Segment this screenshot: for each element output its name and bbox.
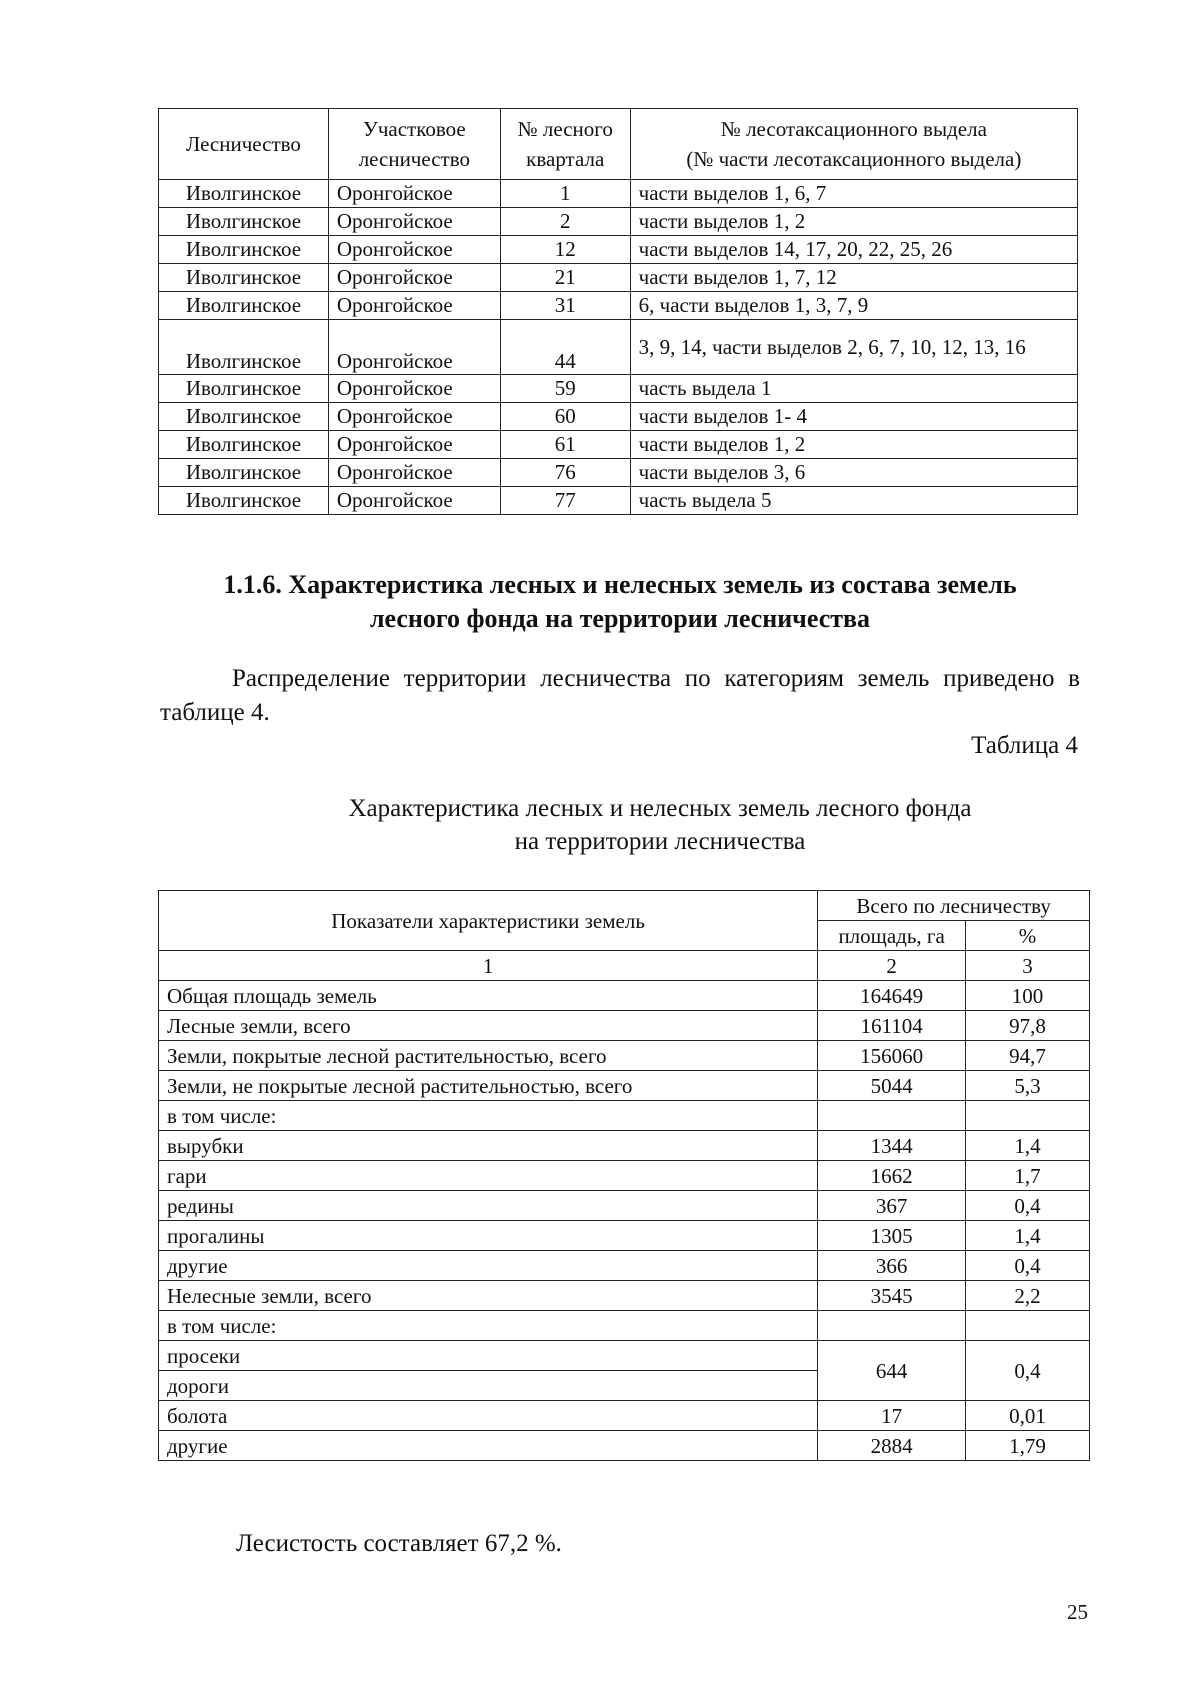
cell-percent: 94,7 [966,1041,1090,1071]
cell-label: Земли, покрытые лесной растительностью, всего [159,1041,818,1071]
cell-forestry: Иволгинское [159,208,329,236]
quarters-table [158,108,1078,515]
cell-plots: части выделов 1- 4 [630,403,1077,431]
cell-district: Оронгойское [328,431,500,459]
cell-plots: 6, части выделов 1, 3, 7, 9 [630,292,1077,320]
cell-area: 1662 [818,1161,966,1191]
cell-label: Лесные земли, всего [159,1011,818,1041]
header-percent: % [966,921,1090,951]
cell-label: Общая площадь земель [159,981,818,1011]
cell-plots: части выделов 14, 17, 20, 22, 25, 26 [630,236,1077,264]
cell-district: Оронгойское [328,264,500,292]
cell-plots: часть выдела 5 [630,487,1077,515]
page-number: 25 [1067,1600,1088,1624]
intro-paragraph: Распределение территории лесничества по категориям земель приведено в таблице 4. [160,665,1080,726]
cell-forestry: Иволгинское [159,320,329,375]
cell-label: Земли, не покрытые лесной растительностью, всего [159,1071,818,1101]
table-row [159,1431,1090,1461]
cell-quarter: 76 [500,459,630,487]
cell-area: 5044 [818,1071,966,1101]
cell-plots: 3, 9, 14, части выделов 2, 6, 7, 10, 12, 13, 16 [630,320,1077,375]
table-row [159,1071,1090,1101]
cell-plots: части выделов 1, 2 [630,208,1077,236]
cell-quarter: 59 [500,375,630,403]
cell-district: Оронгойское [328,208,500,236]
cell-label: гари [159,1161,818,1191]
cell-area: 1305 [818,1221,966,1251]
cell-label: болота [159,1401,818,1431]
cell-plots: части выделов 1, 2 [630,431,1077,459]
cell-percent: 1,4 [966,1131,1090,1161]
table-row [159,487,1078,515]
cell-area: 17 [818,1401,966,1431]
caption-line-1: Характеристика лесных и нелесных земель лесного фонда [348,795,972,822]
cell-quarter: 31 [500,292,630,320]
cell-percent: 0,4 [966,1341,1090,1401]
header-quarter: № лесного квартала [500,109,630,180]
table-row [159,1161,1090,1191]
header-district: Участковое лесничество [328,109,500,180]
cell-area: 164649 [818,981,966,1011]
header-total: Всего по лесничеству [818,891,1090,921]
cell-quarter: 2 [500,208,630,236]
cell-label: дороги [159,1371,818,1401]
table-row [159,320,1078,375]
cell-area: 367 [818,1191,966,1221]
cell-percent [966,1311,1090,1341]
table-row [159,180,1078,208]
cell-label: в том числе: [159,1311,818,1341]
table-header-row [159,109,1078,180]
cell-area: 156060 [818,1041,966,1071]
cell-percent: 5,3 [966,1071,1090,1101]
cell-forestry: Иволгинское [159,264,329,292]
land-characteristics-table [158,890,1090,1461]
table-row [159,236,1078,264]
cell-quarter: 77 [500,487,630,515]
table-row [159,1011,1090,1041]
colnum-2: 2 [818,951,966,981]
cell-area: 644 [818,1341,966,1401]
cell-label: вырубки [159,1131,818,1161]
cell-area: 161104 [818,1011,966,1041]
table-row [159,981,1090,1011]
section-heading [160,568,1080,636]
header-forestry: Лесничество [159,109,329,180]
table-row [159,1221,1090,1251]
cell-district: Оронгойское [328,320,500,375]
cell-quarter: 44 [500,320,630,375]
cell-forestry: Иволгинское [159,375,329,403]
cell-percent: 0,01 [966,1401,1090,1431]
cell-area: 2884 [818,1431,966,1461]
cell-quarter: 61 [500,431,630,459]
cell-district: Оронгойское [328,487,500,515]
cell-plots: части выделов 1, 7, 12 [630,264,1077,292]
cell-percent: 97,8 [966,1011,1090,1041]
table-row [159,459,1078,487]
cell-area [818,1311,966,1341]
table-row [159,1251,1090,1281]
cell-percent [966,1101,1090,1131]
cell-label: другие [159,1251,818,1281]
cell-label: другие [159,1431,818,1461]
cell-area: 366 [818,1251,966,1281]
table-row [159,431,1078,459]
table-row [159,1341,1090,1371]
cell-plots: части выделов 1, 6, 7 [630,180,1077,208]
cell-forestry: Иволгинское [159,236,329,264]
table-number: Таблица 4 [971,732,1078,759]
table-caption [290,792,1030,858]
table-row [159,1401,1090,1431]
cell-percent: 1,7 [966,1161,1090,1191]
cell-area: 3545 [818,1281,966,1311]
heading-line-1: 1.1.6. Характеристика лесных и нелесных земель из состава земель [223,570,1017,599]
column-number-row [159,951,1090,981]
cell-forestry: Иволгинское [159,180,329,208]
cell-label: просеки [159,1341,818,1371]
cell-percent: 100 [966,981,1090,1011]
table-row [159,208,1078,236]
cell-forestry: Иволгинское [159,292,329,320]
cell-percent: 1,4 [966,1221,1090,1251]
table-row [159,1101,1090,1131]
cell-quarter: 12 [500,236,630,264]
caption-line-2: на территории лесничества [514,828,806,855]
cell-label: прогалины [159,1221,818,1251]
cell-percent: 0,4 [966,1251,1090,1281]
cell-percent: 1,79 [966,1431,1090,1461]
cell-district: Оронгойское [328,180,500,208]
cell-district: Оронгойское [328,403,500,431]
header-indicator: Показатели характеристики земель [159,891,818,951]
header-area: площадь, га [818,921,966,951]
header-plots: № лесотаксационного выдела (№ части лесотаксационного выдела) [630,109,1077,180]
cell-label: редины [159,1191,818,1221]
cell-area: 1344 [818,1131,966,1161]
table-row [159,403,1078,431]
cell-percent: 0,4 [966,1191,1090,1221]
cell-forestry: Иволгинское [159,487,329,515]
table-row [159,1281,1090,1311]
cell-quarter: 21 [500,264,630,292]
forest-cover-text: Лесистость составляет 67,2 %. [236,1530,562,1557]
cell-area [818,1101,966,1131]
cell-quarter: 1 [500,180,630,208]
heading-line-2: лесного фонда на территории лесничества [369,604,871,633]
cell-quarter: 60 [500,403,630,431]
table-row [159,375,1078,403]
cell-percent: 2,2 [966,1281,1090,1311]
cell-forestry: Иволгинское [159,431,329,459]
colnum-3: 3 [966,951,1090,981]
cell-forestry: Иволгинское [159,403,329,431]
colnum-1: 1 [159,951,818,981]
table-row [159,292,1078,320]
cell-district: Оронгойское [328,375,500,403]
cell-plots: часть выдела 1 [630,375,1077,403]
cell-label: в том числе: [159,1101,818,1131]
table-row [159,1191,1090,1221]
table-row [159,264,1078,292]
cell-district: Оронгойское [328,236,500,264]
table-row [159,1131,1090,1161]
table-header-row [159,891,1090,921]
table-row [159,1311,1090,1341]
cell-label: Нелесные земли, всего [159,1281,818,1311]
cell-forestry: Иволгинское [159,459,329,487]
cell-district: Оронгойское [328,459,500,487]
table-row [159,1041,1090,1071]
cell-district: Оронгойское [328,292,500,320]
cell-plots: части выделов 3, 6 [630,459,1077,487]
